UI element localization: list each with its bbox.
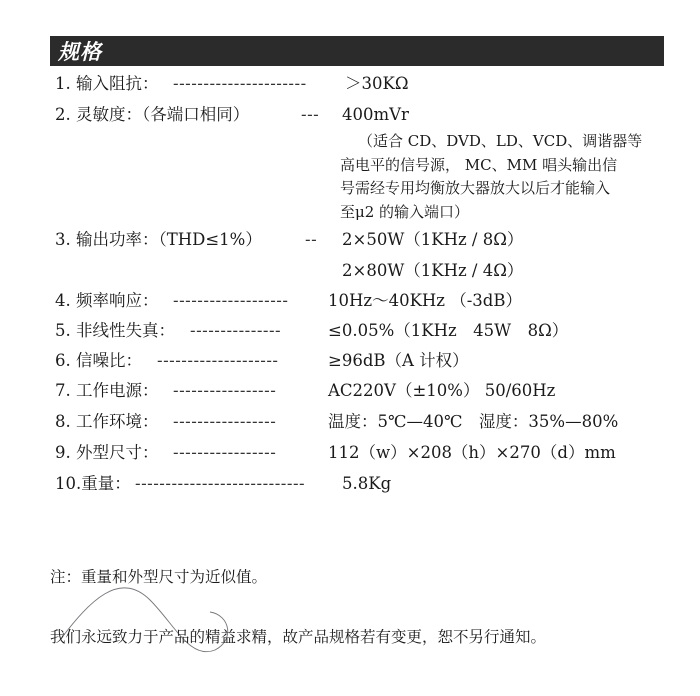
spec-value: 112（w）×208（h）×270（d）mm [328, 443, 616, 462]
spec-value: 温度：5℃—40℃ 湿度：35%—80% [328, 412, 619, 431]
spec-label: 1. 输入阻抗： [55, 74, 159, 93]
spec-label: 4. 频率响应： [55, 291, 159, 310]
weight-dimension-note: 注：重量和外型尺寸为近似值。 [50, 568, 268, 586]
spec-leader: ----------------- [173, 381, 277, 400]
spec-leader: --------------- [190, 321, 282, 340]
sensitivity-note-line: （适合 CD、DVD、LD、VCD、调谐器等 [358, 132, 643, 150]
spec-label: 5. 非线性失真： [55, 321, 175, 340]
spec-leader: ---------------------- [173, 74, 307, 93]
spec-label: 7. 工作电源： [55, 381, 159, 400]
spec-value: 10Hz～40KHz （-3dB） [328, 291, 522, 310]
spec-label: 6. 信噪比： [55, 351, 142, 370]
spec-header-title: 规格 [58, 40, 102, 64]
spec-leader: ----------------- [173, 412, 277, 431]
sensitivity-note-line: 至μ2 的输入端口） [340, 202, 470, 221]
spec-label: 9. 外型尺寸： [55, 443, 159, 462]
spec-label: 2. 灵敏度：（各端口相同） [55, 105, 250, 124]
spec-value: ＞30KΩ [345, 74, 409, 93]
spec-value: ≥96dB（A 计权） [328, 351, 469, 370]
spec-leader: ---------------------------- [135, 474, 306, 493]
sensitivity-note-line: 号需经专用均衡放大器放大以后才能输入 [340, 179, 611, 197]
spec-value: 2×50W（1KHz / 8Ω） [342, 230, 524, 249]
spec-leader: ------------------- [173, 291, 289, 310]
spec-header-bar [50, 36, 664, 66]
spec-label: 10.重量： [55, 474, 131, 493]
spec-label: 8. 工作环境： [55, 412, 159, 431]
spec-label: 3. 输出功率：（THD≤1%） [55, 230, 262, 249]
spec-leader: -- [305, 230, 318, 249]
spec-value: 2×80W（1KHz / 4Ω） [342, 261, 524, 280]
spec-value: 5.8Kg [342, 474, 392, 493]
spec-leader: -------------------- [157, 351, 279, 370]
spec-value: 400mVr [342, 105, 409, 124]
spec-value: AC220V（±10%） 50/60Hz [328, 381, 556, 400]
sensitivity-note [340, 130, 642, 224]
sensitivity-note-line: 高电平的信号源， MC、MM 唱头输出信 [340, 155, 618, 174]
spec-leader: --- [301, 105, 320, 124]
spec-value: ≤0.05%（1KHz 45W 8Ω） [328, 321, 569, 340]
spec-leader: ----------------- [173, 443, 277, 462]
spec-change-disclaimer: 我们永远致力于产品的精益求精，故产品规格若有变更，恕不另行通知。 [50, 628, 547, 646]
